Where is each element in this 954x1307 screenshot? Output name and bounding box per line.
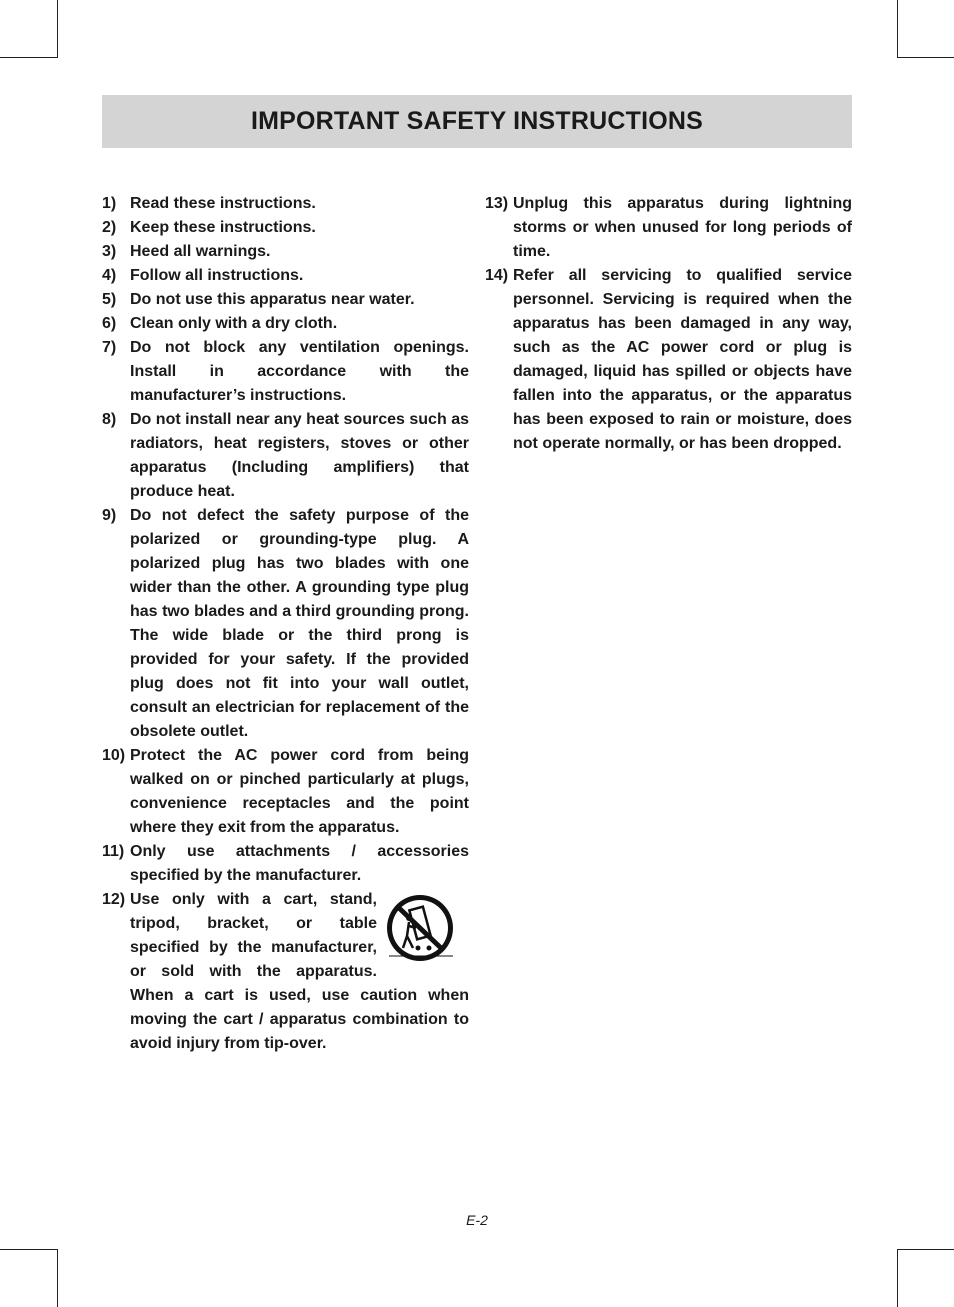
list-item: 1) Read these instructions.: [102, 195, 316, 212]
header-bar: [102, 95, 852, 148]
list-item: 12) Use only with a cart, stand, tripod, bracket, or table specified by the manufacturer, or sold with the apparatus. When a cart is used, use caution when moving the cart / apparatus combination to avoid injury from tip-over.: [102, 891, 469, 1052]
list-item: 14) Refer all servicing to qualified service personnel. Servicing is required when the apparatus has been damaged in any way, such as the AC power cord or plug is damaged, liquid has spilled or objects have fallen into the apparatus, or the apparatus has been exposed to rain or moisture, does not operate normally, or has been dropped.: [485, 267, 852, 452]
list-item: 8) Do not install near any heat sources such as radiators, heat registers, stoves or other apparatus (Including amplifiers) that produce heat.: [102, 411, 469, 500]
list-item: 3) Heed all warnings.: [102, 243, 271, 260]
crop-mark: [897, 57, 954, 58]
list-item: 11) Only use attachments / accessories specified by the manufacturer.: [102, 843, 469, 884]
crop-mark: [897, 0, 898, 58]
list-item: 13) Unplug this apparatus during lightning storms or when unused for long periods of time.: [485, 195, 852, 260]
right-column: [485, 192, 852, 456]
page-number: E-2: [466, 1212, 488, 1228]
crop-mark: [0, 1249, 58, 1250]
list-item: 6) Clean only with a dry cloth.: [102, 315, 338, 332]
crop-mark: [0, 57, 58, 58]
list-item: 10) Protect the AC power cord from being walked on or pinched particularly at plugs, convenience receptacles and the point where they exit from the apparatus.: [102, 747, 469, 836]
crop-mark: [57, 0, 58, 58]
crop-mark: [897, 1249, 954, 1250]
list-item: 5) Do not use this apparatus near water.: [102, 291, 415, 308]
list-item: 4) Follow all instructions.: [102, 267, 304, 284]
list-item: 9) Do not defect the safety purpose of the polarized or grounding-type plug. A polarized plug has two blades with one wider than the other. A grounding type plug has two blades and a third grounding prong. The wide blade or the third prong is provided for your safety. If the provided plug does not fit into your wall outlet, consult an electrician for replacement of the obsolete outlet.: [102, 507, 469, 740]
list-item: 7) Do not block any ventilation openings. Install in accordance with the manufacturer’s instructions.: [102, 339, 469, 404]
page-title: IMPORTANT SAFETY INSTRUCTIONS: [250, 107, 704, 135]
list-item: 2) Keep these instructions.: [102, 219, 316, 236]
left-column: [102, 192, 469, 1056]
cart-tip-over-warning-icon: [383, 890, 469, 968]
crop-mark: [57, 1249, 58, 1307]
crop-mark: [897, 1249, 898, 1307]
